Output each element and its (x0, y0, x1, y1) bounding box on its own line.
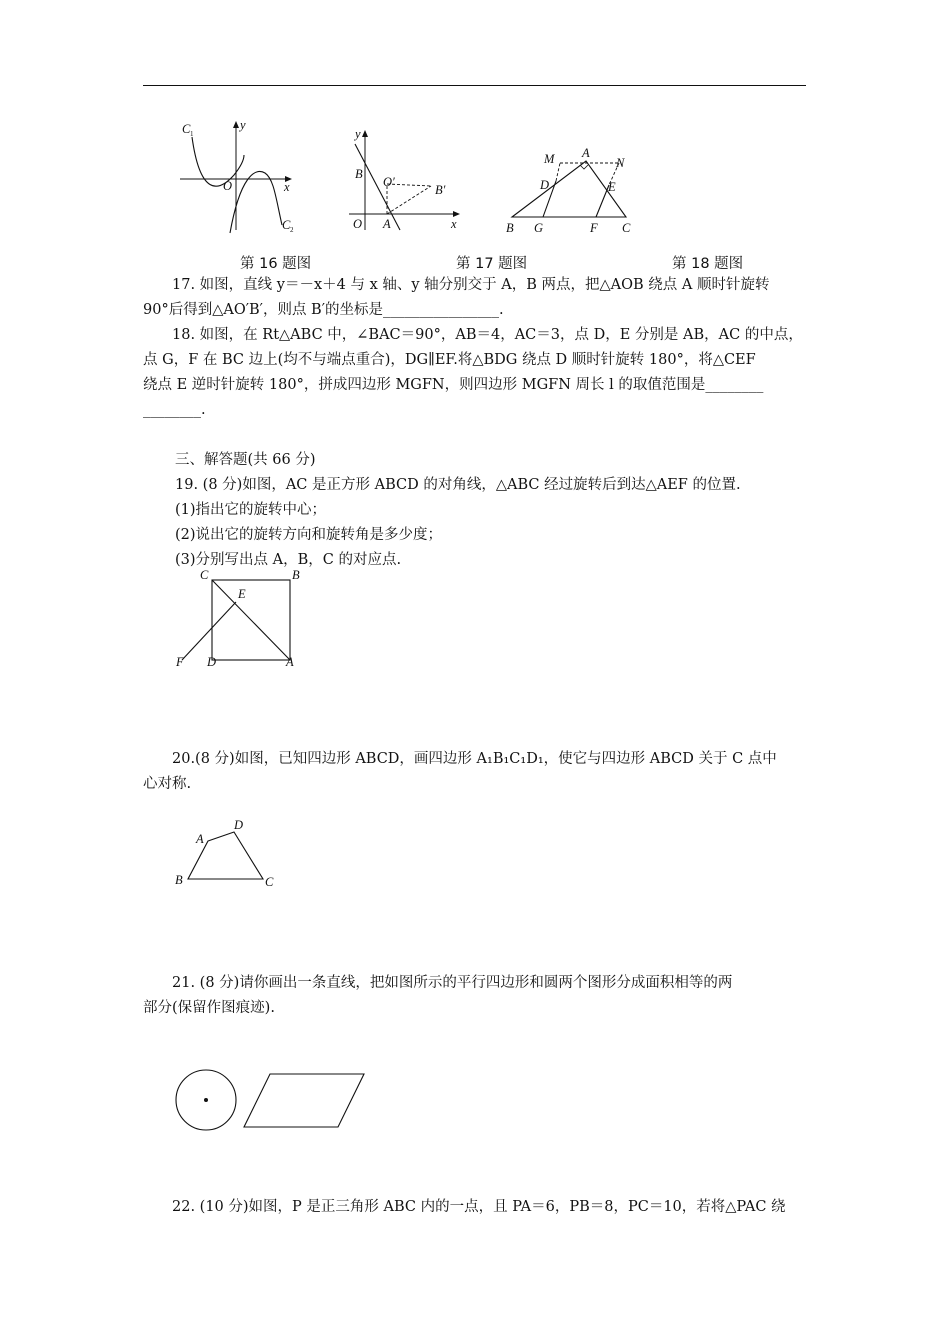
svg-text:E: E (238, 587, 246, 601)
svg-text:G: G (534, 221, 544, 235)
svg-text:A: A (196, 832, 204, 846)
q19-sub1: (1)指出它的旋转中心； (175, 502, 327, 518)
svg-text:B′: B′ (435, 183, 446, 197)
svg-text:C: C (200, 568, 209, 582)
svg-text:y: y (355, 128, 361, 141)
q17-line2: 90°后得到△AO′B′，则点 B′的坐标是________________. (143, 302, 504, 318)
svg-text:F: F (176, 655, 184, 669)
svg-text:F: F (590, 221, 598, 235)
svg-text:A: A (383, 217, 391, 231)
svg-text:B: B (355, 167, 363, 181)
svg-text:B: B (506, 221, 514, 235)
svg-text:M: M (544, 152, 555, 166)
svg-text:x: x (451, 217, 457, 231)
fig16-caption: 第 16 题图 (240, 256, 312, 272)
svg-text:C: C (265, 875, 274, 889)
q21-line1: 21. (8 分)请你画出一条直线，把如图所示的平行四边形和圆两个图形分成面积相等的两 (172, 975, 733, 991)
fig16-label-c1: C (182, 122, 191, 136)
svg-text:D: D (540, 178, 550, 192)
q19-line1: 19. (8 分)如图，AC 是正方形 ABCD 的对角线，△ABC 经过旋转后到达△AEF 的位置. (175, 477, 741, 493)
svg-text:O: O (353, 217, 363, 231)
q18-line3: 绕点 E 逆时针旋转 180°，拼成四边形 MGFN，则四边形 MGFN 周长 l 的取值范围是________ (143, 377, 764, 393)
svg-text:A: A (582, 146, 590, 160)
figure-16 (170, 115, 305, 237)
q19-sub2: (2)说出它的旋转方向和旋转角是多少度； (175, 527, 443, 543)
svg-text:x: x (284, 180, 290, 194)
section3-title: 三、解答题(共 66 分) (175, 452, 316, 468)
svg-text:B: B (175, 873, 183, 887)
svg-text:A: A (286, 655, 294, 669)
figure-19 (170, 566, 310, 670)
figure-20 (170, 815, 285, 890)
svg-text:B: B (292, 568, 300, 582)
q17-line1: 17. 如图，直线 y＝－x＋4 与 x 轴、y 轴分别交于 A，B 两点，把△AOB 绕点 A 顺时针旋转 (172, 277, 770, 293)
q21-line2: 部分(保留作图痕迹). (143, 1000, 275, 1016)
q18-line2: 点 G，F 在 BC 边上(均不与端点重合)，DG∥EF.将△BDG 绕点 D 顺时针旋转 180°，将△CEF (143, 352, 756, 368)
svg-text:C: C (282, 218, 291, 232)
q18-line4: ________. (143, 402, 206, 418)
svg-text:2: 2 (290, 226, 294, 234)
q22-line1: 22. (10 分)如图，P 是正三角形 ABC 内的一点，且 PA＝6，PB＝8，PC＝10，若将△PAC 绕 (172, 1199, 786, 1215)
q18-line1: 18. 如图，在 Rt△ABC 中，∠BAC＝90°，AB＝4，AC＝3，点 D，E 分别是 AB，AC 的中点， (172, 327, 803, 343)
svg-text:O: O (223, 179, 233, 193)
svg-text:1: 1 (190, 130, 194, 138)
svg-text:D: D (207, 655, 217, 669)
figure-17 (345, 128, 465, 236)
svg-text:N: N (616, 156, 625, 170)
q19-sub3: (3)分别写出点 A，B，C 的对应点. (175, 552, 402, 568)
svg-text:O′: O′ (383, 175, 395, 189)
svg-text:C: C (622, 221, 631, 235)
fig18-caption: 第 18 题图 (672, 256, 744, 272)
figure-21 (170, 1065, 370, 1135)
svg-text:D: D (234, 818, 244, 832)
svg-text:E: E (608, 180, 616, 194)
figure-18 (498, 145, 643, 237)
svg-text:y: y (240, 118, 246, 132)
header-rule (143, 85, 806, 86)
fig17-caption: 第 17 题图 (456, 256, 528, 272)
q20-line1: 20.(8 分)如图，已知四边形 ABCD，画四边形 A₁B₁C₁D₁，使它与四边形 ABCD 关于 C 点中 (172, 751, 777, 767)
q20-line2: 心对称. (143, 776, 192, 792)
